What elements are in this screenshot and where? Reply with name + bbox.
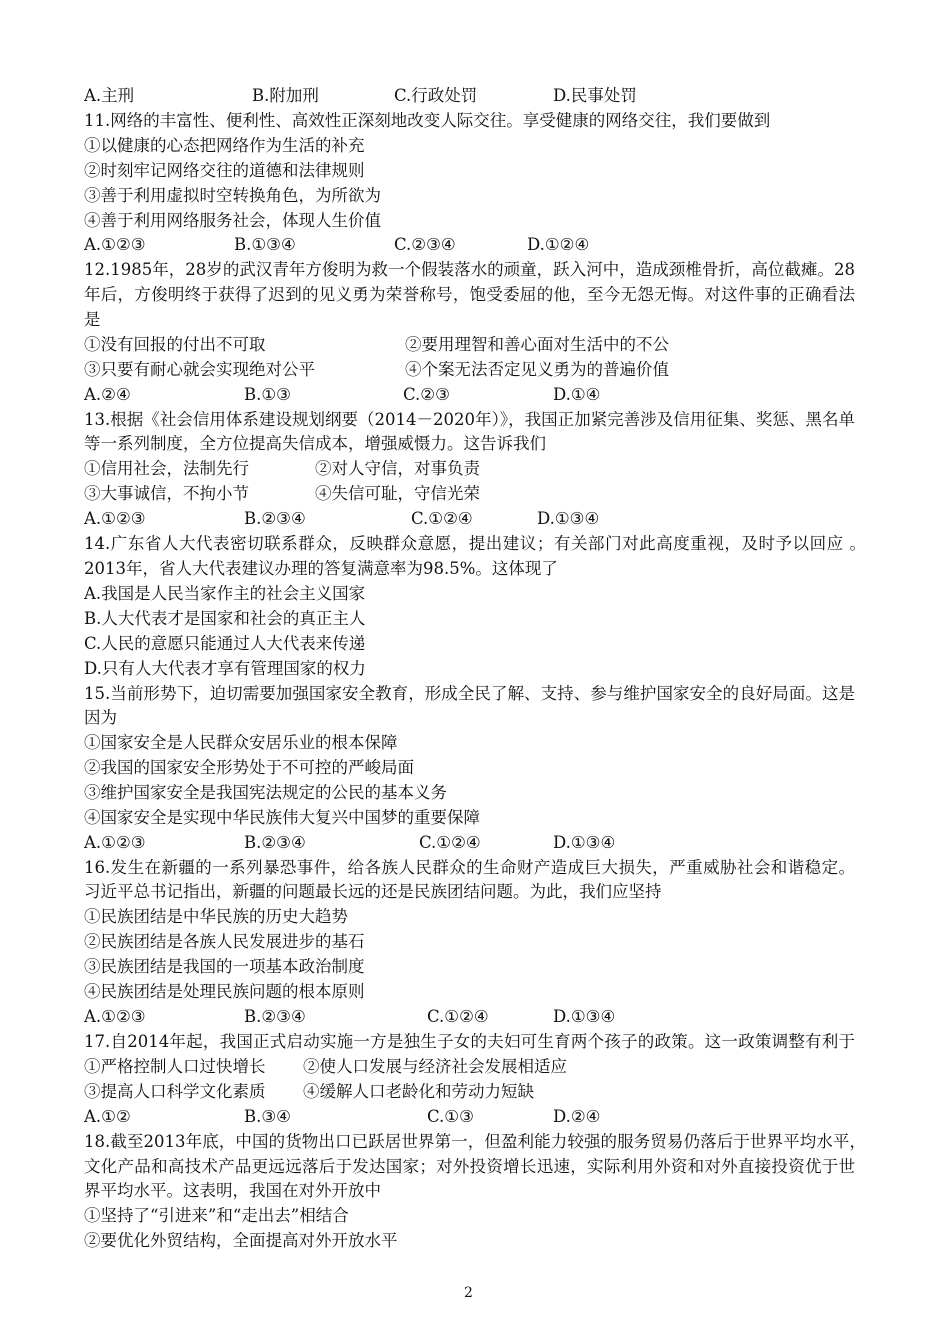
- q17-option-d: D.②④: [553, 1107, 601, 1126]
- q10-option-a: A.主刑: [84, 86, 135, 105]
- q11-option-d: D.①②④: [527, 235, 590, 254]
- q13-option-b: B.②③④: [244, 509, 306, 528]
- q13-option-a: A.①②③: [84, 509, 146, 528]
- q17-option-b: B.③④: [244, 1107, 291, 1126]
- q16-option-c: C.①②④: [427, 1007, 489, 1026]
- q15-stem-line-2: 因为: [84, 708, 117, 727]
- q12-options: [0, 383, 950, 407]
- q11-option-b: B.①③④: [234, 235, 296, 254]
- q12-item-4: ④个案无法否定见义勇为的普遍价值: [405, 360, 669, 379]
- q13-item-3: ③大事诚信，不拘小节: [84, 484, 249, 503]
- q16-stem-line-2: 习近平总书记指出，新疆的问题最长远的还是民族团结问题。为此，我们应坚持: [84, 882, 662, 901]
- q13-item-2: ②对人守信，对事负责: [315, 459, 480, 478]
- q11-option-c: C.②③④: [394, 235, 456, 254]
- q16-item-3: ③民族团结是我国的一项基本政治制度: [84, 957, 365, 976]
- q17-stem-line-1: 17.自2014年起，我国正式启动实施一方是独生子女的夫妇可生育两个孩子的政策。这一政策调整有利于: [84, 1032, 855, 1051]
- q13-items-row-2: [0, 482, 950, 506]
- q17-option-a: A.①②: [84, 1107, 131, 1126]
- q16-option-b: B.②③④: [244, 1007, 306, 1026]
- q13-option-c: C.①②④: [411, 509, 473, 528]
- q10-options: [0, 84, 950, 108]
- q12-items-row-2: [0, 358, 950, 382]
- q14-option-c: C.人民的意愿只能通过人大代表来传递: [84, 634, 366, 653]
- q13-item-1: ①信用社会，法制先行: [84, 459, 249, 478]
- q13-stem-line-1: 13.根据《社会信用体系建设规划纲要（2014－2020年）》，我国正加紧完善涉及信用征集、奖惩、黑名单: [84, 410, 855, 429]
- q14-stem-line-2: 2013年，省人大代表建议办理的答复满意率为98.5%。这体现了: [84, 559, 558, 578]
- q10-option-b: B.附加刑: [252, 86, 319, 105]
- q14-option-a: A.我国是人民当家作主的社会主义国家: [84, 584, 366, 603]
- q15-stem-line-1: 15.当前形势下，迫切需要加强国家安全教育，形成全民了解、支持、参与维护国家安全的良好局面。这是: [84, 684, 855, 703]
- q15-option-d: D.①③④: [553, 833, 616, 852]
- q12-option-b: B.①③: [244, 385, 291, 404]
- q15-item-2: ②我国的国家安全形势处于不可控的严峻局面: [84, 758, 414, 777]
- q17-item-2: ②使人口发展与经济社会发展相适应: [303, 1057, 567, 1076]
- q17-options: [0, 1105, 950, 1129]
- q18-item-2: ②要优化外贸结构，全面提高对外开放水平: [84, 1231, 398, 1250]
- q15-item-1: ①国家安全是人民群众安居乐业的根本保障: [84, 733, 398, 752]
- q16-item-4: ④民族团结是处理民族问题的根本原则: [84, 982, 365, 1001]
- q12-option-c: C.②③: [403, 385, 450, 404]
- q12-stem-line-2: 年后，方俊明终于获得了迟到的见义勇为荣誉称号，饱受委屈的他，至今无怨无悔。对这件事的正确看法: [84, 285, 855, 304]
- q16-item-2: ②民族团结是各族人民发展进步的基石: [84, 932, 365, 951]
- q13-item-4: ④失信可耻，守信光荣: [315, 484, 480, 503]
- q13-option-d: D.①③④: [537, 509, 600, 528]
- q18-stem-line-2: 文化产品和高技术产品更远远落后于发达国家；对外投资增长迅速，实际利用外资和对外直接投资优于世: [84, 1157, 855, 1176]
- q13-stem-line-2: 等一系列制度，全方位提高失信成本，增强威慑力。这告诉我们: [84, 434, 546, 453]
- q17-items-row-1: [0, 1055, 950, 1079]
- q11-item-2: ②时刻牢记网络交往的道德和法律规则: [84, 161, 365, 180]
- q15-options: [0, 831, 950, 855]
- q16-option-d: D.①③④: [553, 1007, 616, 1026]
- q10-option-c: C.行政处罚: [394, 86, 478, 105]
- page-number: 2: [464, 1285, 473, 1301]
- q14-option-d: D.只有人大代表才享有管理国家的权力: [84, 659, 366, 678]
- q16-option-a: A.①②③: [84, 1007, 146, 1026]
- q15-item-3: ③维护国家安全是我国宪法规定的公民的基本义务: [84, 783, 447, 802]
- q15-item-4: ④国家安全是实现中华民族伟大复兴中国梦的重要保障: [84, 808, 480, 827]
- q18-item-1: ①坚持了“引进来”和“走出去”相结合: [84, 1206, 349, 1225]
- q12-option-a: A.②④: [84, 385, 131, 404]
- q13-options: [0, 507, 950, 531]
- q12-stem-line-3: 是: [84, 310, 101, 329]
- q16-stem-line-1: 16.发生在新疆的一系列暴恐事件，给各族人民群众的生命财产造成巨大损失，严重威胁社会和谐稳定。: [84, 858, 855, 877]
- q17-items-row-2: [0, 1080, 950, 1104]
- q18-stem-line-3: 界平均水平。这表明，我国在对外开放中: [84, 1181, 381, 1200]
- q11-item-3: ③善于利用虚拟时空转换角色，为所欲为: [84, 186, 381, 205]
- q16-options: [0, 1005, 950, 1029]
- q17-option-c: C.①③: [427, 1107, 474, 1126]
- q15-option-a: A.①②③: [84, 833, 146, 852]
- q11-option-a: A.①②③: [84, 235, 146, 254]
- q17-item-3: ③提高人口科学文化素质: [84, 1082, 266, 1101]
- q12-item-2: ②要用理智和善心面对生活中的不公: [405, 335, 669, 354]
- q12-option-d: D.①④: [553, 385, 601, 404]
- q12-items-row-1: [0, 333, 950, 357]
- q11-stem-line-1: 11.网络的丰富性、便利性、高效性正深刻地改变人际交往。享受健康的网络交往，我们要做到: [84, 111, 771, 130]
- q11-item-4: ④善于利用网络服务社会，体现人生价值: [84, 211, 381, 230]
- q15-option-c: C.①②④: [419, 833, 481, 852]
- q14-option-b: B.人大代表才是国家和社会的真正主人: [84, 609, 366, 628]
- q17-item-1: ①严格控制人口过快增长: [84, 1057, 266, 1076]
- q12-stem-line-1: 12.1985年，28岁的武汉青年方俊明为救一个假装落水的顽童，跃入河中，造成颈椎骨折，高位截瘫。28: [84, 260, 855, 279]
- q17-item-4: ④缓解人口老龄化和劳动力短缺: [303, 1082, 534, 1101]
- q15-option-b: B.②③④: [244, 833, 306, 852]
- q12-item-1: ①没有回报的付出不可取: [84, 335, 266, 354]
- q16-item-1: ①民族团结是中华民族的历史大趋势: [84, 907, 348, 926]
- q11-options: [0, 233, 950, 257]
- q13-items-row-1: [0, 457, 950, 481]
- q14-stem-line-1: 14.广东省人大代表密切联系群众，反映群众意愿，提出建议；有关部门对此高度重视，及时予以回应 。: [84, 534, 866, 553]
- q18-stem-line-1: 18.截至2013年底，中国的货物出口已跃居世界第一，但盈利能力较强的服务贸易仍落后于世界平均水平，: [84, 1132, 866, 1151]
- q10-option-d: D.民事处罚: [553, 86, 637, 105]
- q12-item-3: ③只要有耐心就会实现绝对公平: [84, 360, 315, 379]
- q11-item-1: ①以健康的心态把网络作为生活的补充: [84, 136, 365, 155]
